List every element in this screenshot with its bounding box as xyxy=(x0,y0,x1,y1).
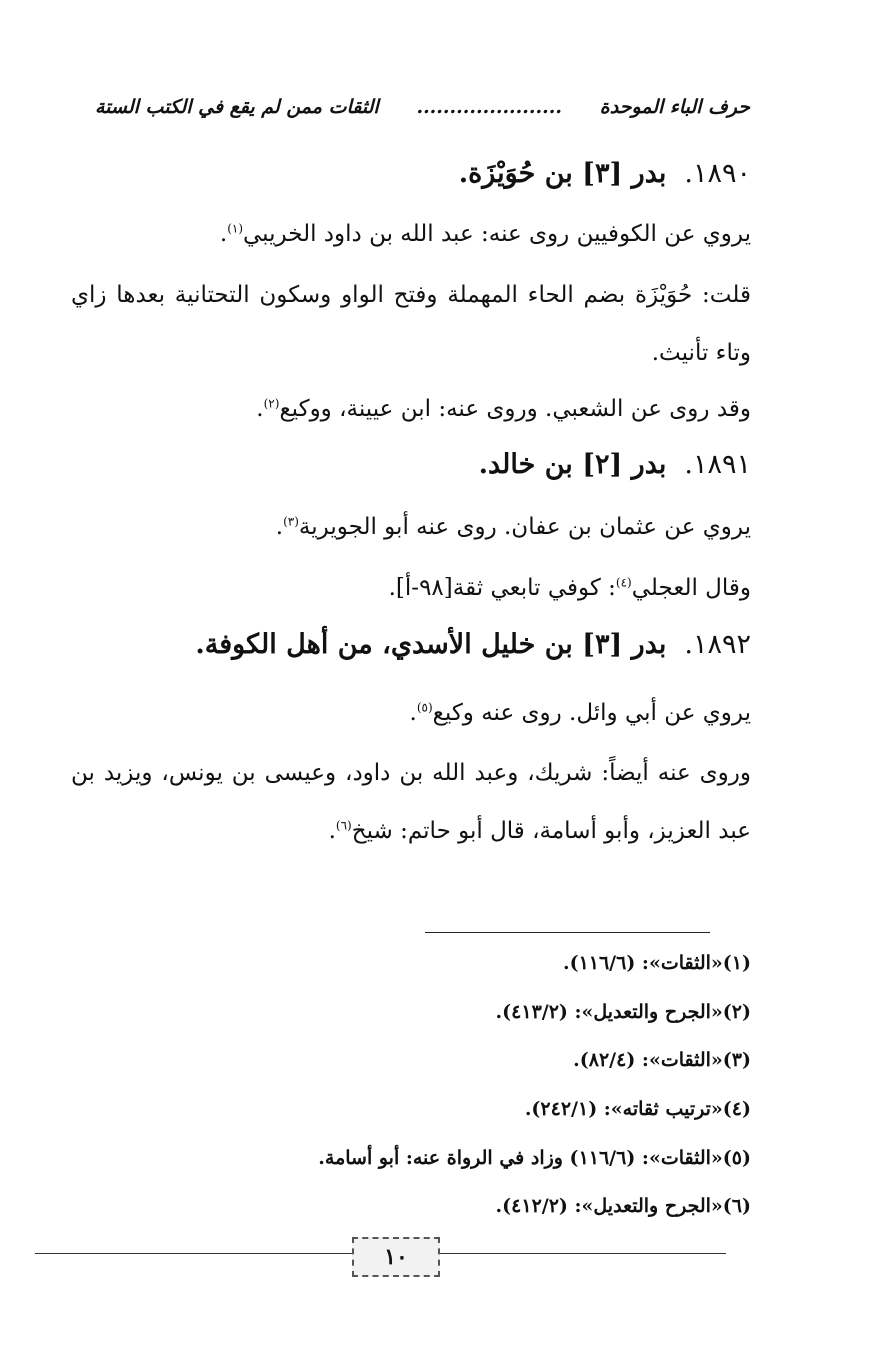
page-number: ١٠ xyxy=(352,1237,440,1277)
footnote-ref: (١) xyxy=(227,221,244,236)
entry-paragraph: يروي عن أبي وائل. روى عنه وكيع$^{(٥)}$. xyxy=(409,700,751,726)
footnote: (٤)«ترتيب ثقاته»: (٢٤٢/١). xyxy=(524,1098,751,1120)
entry-title xyxy=(96,158,751,189)
header-chapter-title: حرف الباء الموحدة xyxy=(599,96,750,118)
footnote: (١)«الثقات»: (١١٦/٦). xyxy=(562,952,751,974)
bottom-rule-right xyxy=(436,1253,726,1254)
entry-paragraph: وروى عنه أيضاً: شريك، وعبد الله بن داود، وعيسى بن يونس، ويزيد بن عبد العزيز، وأبو أسامة، قال أبو حاتم: شيخ$^{(٦)}$. xyxy=(71,760,751,844)
header-dots: ...................... xyxy=(416,96,562,118)
entry-paragraph: وقد روى عن الشعبي. وروى عنه: ابن عيينة، ووكيع$^{(٢)}$. xyxy=(256,396,751,422)
footnote-ref: (٣) xyxy=(283,514,299,529)
footnote-ref: (٥) xyxy=(416,700,433,715)
footnote: (٦)«الجرح والتعديل»: (٤١٢/٢). xyxy=(495,1195,751,1217)
entry-name: بدر [٣] بن حُوَيْزَة. xyxy=(458,158,667,189)
running-header xyxy=(95,90,750,124)
entry-paragraph: يروي عن الكوفيين روى عنه: عبد الله بن داود الخريبي$^{(١)}$. xyxy=(219,221,751,247)
entry-paragraph: قلت: حُوَيْزَة بضم الحاء المهملة وفتح الواو وسكون التحتانية بعدها زاي وتاء تأنيث. xyxy=(71,282,751,366)
footnote: (٢)«الجرح والتعديل»: (٤١٣/٢). xyxy=(495,1001,751,1023)
footnote-ref: (٢) xyxy=(263,396,280,411)
entry-number: ١٨٩١. xyxy=(684,449,751,480)
entry-number: ١٨٩٠. xyxy=(684,158,751,189)
entry-name: بدر [٣] بن خليل الأسدي، من أهل الكوفة. xyxy=(195,629,667,660)
entry-paragraph: وقال العجلي$^{(٤)}$: كوفي تابعي ثقة[٩٨-أ]. xyxy=(388,575,751,601)
entry-title xyxy=(96,629,751,660)
header-book-title: الثقات ممن لم يقع في الكتب الستة xyxy=(95,96,379,118)
entry-title xyxy=(96,449,751,480)
footnote-separator xyxy=(425,932,710,933)
footnote: (٥)«الثقات»: (١١٦/٦) وزاد في الرواة عنه: أبو أسامة. xyxy=(318,1147,751,1169)
footnote-ref: (٦) xyxy=(335,818,352,833)
entry-number: ١٨٩٢. xyxy=(684,629,751,660)
entry-name: بدر [٢] بن خالد. xyxy=(478,449,667,480)
footnote-ref: (٤) xyxy=(615,575,632,590)
footnote: (٣)«الثقات»: (٨٢/٤). xyxy=(573,1049,751,1071)
bottom-rule-left xyxy=(35,1253,353,1254)
entry-paragraph: يروي عن عثمان بن عفان. روى عنه أبو الجويرية$^{(٣)}$. xyxy=(275,514,751,540)
